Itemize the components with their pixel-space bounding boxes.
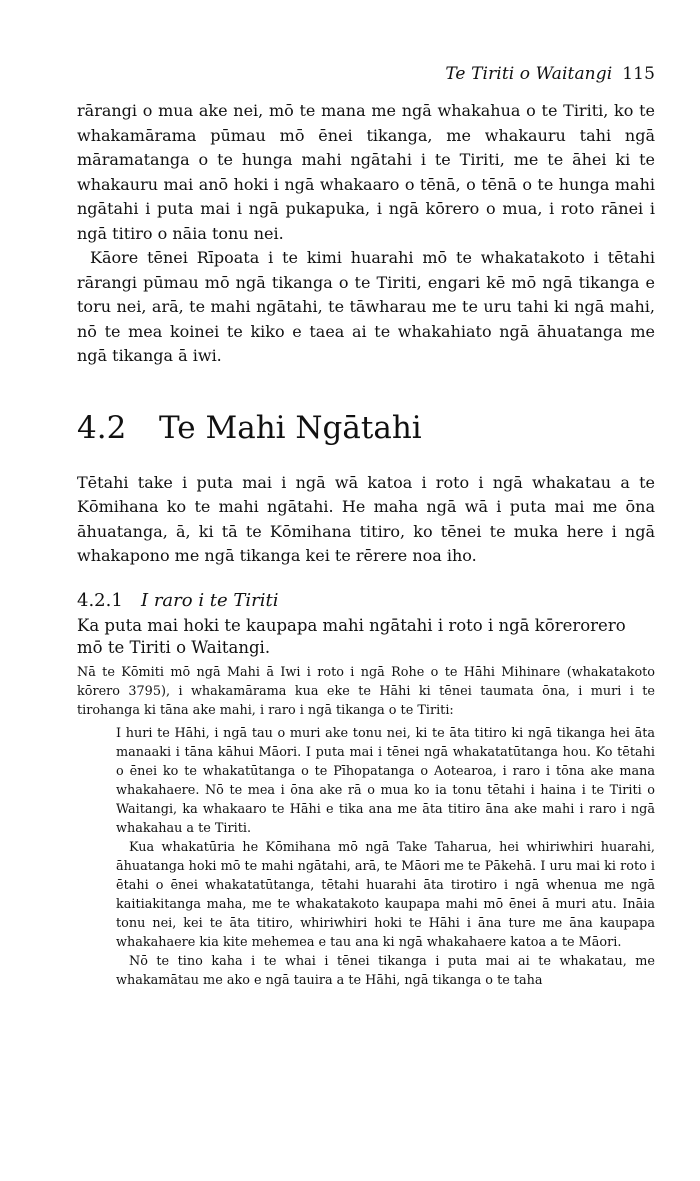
- book-page: [77, 62, 655, 990]
- running-head: [77, 62, 655, 86]
- page-number: 115: [622, 64, 655, 84]
- quote-paragraph-3: Nō te tino kaha i te whai i tēnei tikanga i puta mai ai te whakatau, me whakamātau me ako e ngā tauira a te Hāhi, ngā tikanga o te taha: [116, 953, 655, 988]
- section-title: Te Mahi Ngātahi: [159, 409, 422, 446]
- subsection-title: I raro i te Tiriti: [141, 589, 279, 611]
- body-paragraph-2: Kāore tēnei Rīpoata i te kimi huarahi mō te whakatakoto i tētahi rārangi pūmau mō ngā tikanga o te Tiriti, engari kē mō ngā tikanga e toru nei, arā, te mahi ngātahi, te tāwharau me te uru tahi ki ngā mahi, nō te mea koinei te kiko e taea ai te whakahiato ngā āhuatanga me ngā tikanga ā iwi.: [77, 248, 655, 365]
- quote-paragraph-1: I huri te Hāhi, i ngā tau o muri ake tonu nei, ki te āta titiro ki ngā tikanga hei āta manaaki i tāna kāhui Māori. I puta mai i tēnei ngā whakatatūtanga hou. Ko tētahi o ēnei ko te whakatūtanga o te Pīhopatanga o Aotearoa, i raro i tōna ake mana whakahaere. Nō te mea i ōna ake rā o mua ko ia tonu tētahi i haina i te Tiriti o Waitangi, ka whakaaro te Hāhi e tika ana me āta titiro āna ake mahi i raro i ngā whakahau a te Tiriti.: [116, 725, 655, 836]
- subsection-heading: [77, 589, 655, 613]
- subsection-small-paragraph: Nā te Kōmiti mō ngā Mahi ā Iwi i roto i ngā Rohe o te Hāhi Mihinare (whakatakoto kōrero 3795), i whakamārama kua eke te Hāhi ki tēnei taumata ōna, i muri i te tirohanga ki tāna ake mahi, i raro i ngā tikanga o te Tiriti:: [77, 664, 655, 718]
- section-number: 4.2: [77, 409, 127, 446]
- section-intro-paragraph: Tētahi take i puta mai i ngā wā katoa i roto i ngā whakatau a te Kōmihana ko te mahi ngātahi. He maha ngā wā i puta mai me ōna āhuatanga, ā, ki tā te Kōmihana titiro, ko tēnei te muka here i ngā whakapono me ngā tikanga kei te rērere noa iho.: [77, 472, 655, 565]
- quote-paragraph-2: Kua whakatūria he Kōmihana mō ngā Take Taharua, hei whiriwhiri huarahi, āhuatanga hoki mō te mahi ngātahi, arā, te Māori me te Pākehā. I uru mai ki roto i ētahi o ēnei whakatatūtanga, tētahi huarahi āta tirotiro i ngā whenua me ngā kaitiakitanga maha, me te whakatakoto kaupapa mahi mō ēnei ā muri atu. Ināia tonu nei, kei te āta titiro, whiriwhiri hoki te Hāhi i āna ture me āna kaupapa whakahaere kia kite mehemea e tau ana ki ngā whakahaere katoa a te Māori.: [116, 839, 655, 950]
- subsection-number: 4.2.1: [77, 589, 123, 611]
- body-paragraph-1: rārangi o mua ake nei, mō te mana me ngā whakahua o te Tiriti, ko te whakamārama pūmau mō ēnei tikanga, me whakauru tahi ngā māramatanga o te hunga mahi ngātahi i te Tiriti, me te āhei ki te whakauru mai anō hoki i ngā whakaaro o tēnā, o tēnā o te hunga mahi ngātahi i puta mai i ngā pukapuka, i ngā kōrero o mua, i roto rānei i ngā titiro o nāia tonu nei.: [77, 101, 655, 243]
- section-heading: [77, 409, 655, 447]
- block-quote: [116, 724, 655, 990]
- subsection-lead-paragraph: Ka puta mai hoki te kaupapa mahi ngātahi i roto i ngā kōrerorero mō te Tiriti o Waitangi.: [77, 615, 626, 657]
- running-head-title: Te Tiriti o Waitangi: [445, 64, 613, 84]
